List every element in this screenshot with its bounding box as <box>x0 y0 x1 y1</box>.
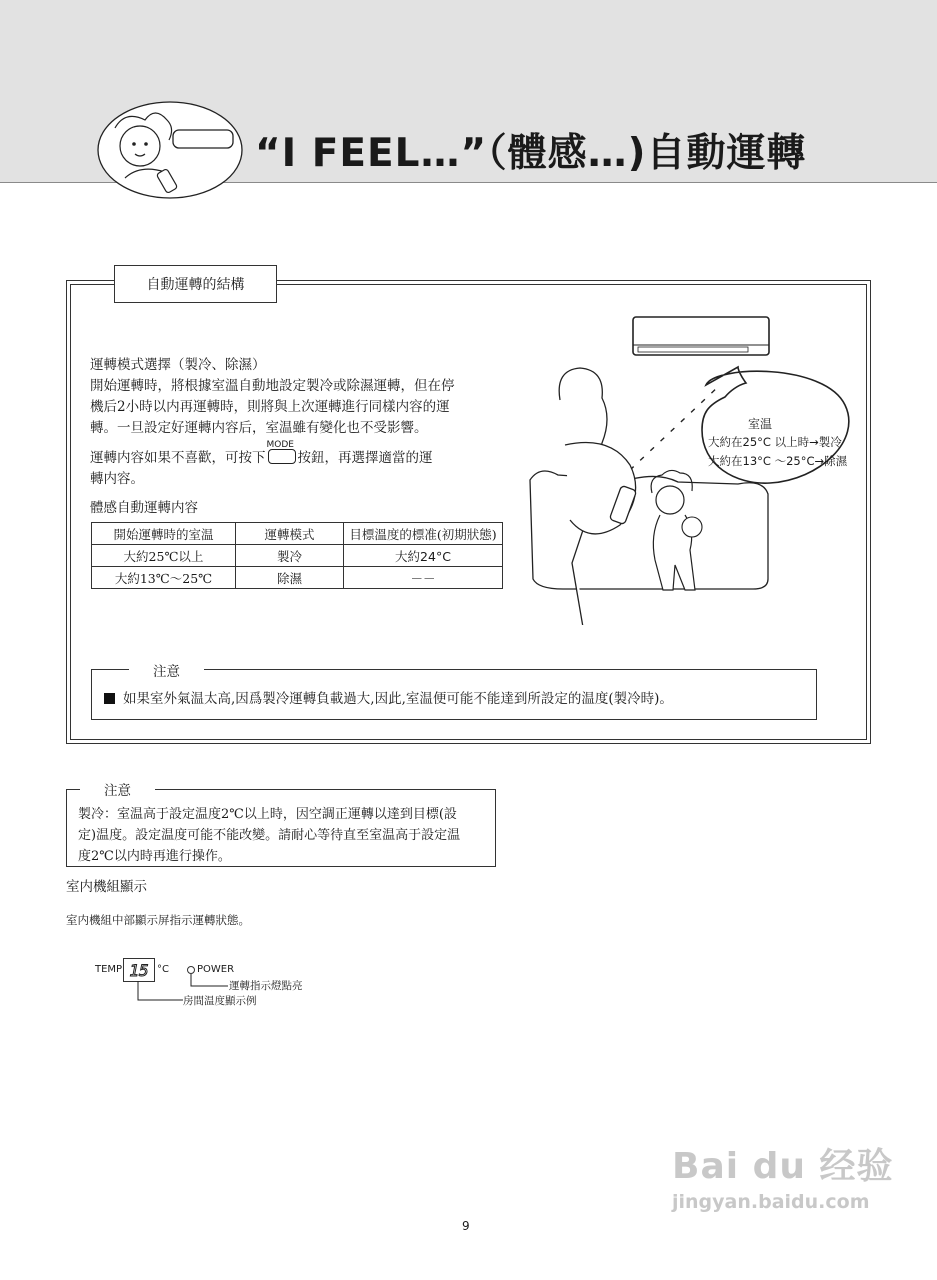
table-cell: 製冷 <box>236 545 344 567</box>
air-conditioner-icon <box>633 317 769 355</box>
table-header-cell: 目標溫度的標准(初期狀態) <box>344 523 503 545</box>
table-title: 體感自動運轉内容 <box>90 500 198 516</box>
table-cell: 除濕 <box>236 567 344 589</box>
indoor-description: 室内機組中部顯示屏指示運轉狀態。 <box>66 913 250 927</box>
temp-unit: °C <box>157 964 169 975</box>
auto-operation-table <box>91 522 503 589</box>
mode-heading: 運轉模式選擇（製冷、除濕） <box>90 357 266 373</box>
mode-button-icon <box>266 440 296 464</box>
bubble-title: 室温 <box>748 417 773 431</box>
mode-line-3: 轉。一旦設定好運轉内容后，室温雖有變化也不受影響。 <box>90 420 428 436</box>
child-head <box>656 486 684 514</box>
table-cell: －－ <box>344 567 503 589</box>
table-header-cell: 開始運轉時的室温 <box>92 523 236 545</box>
bubble-line-1: 大約在25°C 以上時→製冷 <box>708 435 842 449</box>
caution-text-body: 如果室外氣温太高,因爲製冷運轉負載過大,因此,室温便可能不能達到所設定的温度(製冷時)。 <box>123 691 673 707</box>
bullet-square-icon <box>104 693 115 704</box>
note-label: 注意 <box>80 779 155 799</box>
caution-label: 注意 <box>129 660 204 680</box>
watermark-logo: Bai du 经验 <box>672 1146 894 1187</box>
watermark <box>672 1138 894 1213</box>
mode-line-1: 開始運轉時，將根據室溫自動地設定製冷或除濕運轉，但在停 <box>90 378 455 394</box>
table-header-cell: 運轉模式 <box>236 523 344 545</box>
table-header-row <box>92 523 503 545</box>
change-instruction <box>90 440 433 469</box>
table-row <box>92 545 503 567</box>
indoor-heading: 室内機組顯示 <box>66 879 147 895</box>
sofa-icon <box>530 471 768 589</box>
temp-caption: 房間温度顯示例 <box>183 995 257 1007</box>
watermark-url: jingyan.baidu.com <box>672 1191 870 1213</box>
caution-text <box>104 687 673 707</box>
section-tab-label: 自動運轉的結構 <box>114 265 277 303</box>
note-line-3: 度2℃以内時再進行操作。 <box>78 849 231 864</box>
mode-line-2: 機后2小時以内再運轉時，則將與上次運轉進行同樣内容的運 <box>90 399 450 415</box>
temp-label: TEMP <box>95 964 123 975</box>
header-character-illustration <box>95 98 245 208</box>
mode-button-label: MODE <box>266 440 294 450</box>
change-text-a: 運轉内容如果不喜歡，可按下 <box>90 450 266 466</box>
change-line-2: 轉内容。 <box>90 471 144 487</box>
page-title: “I FEEL…”（體感…)自動運轉 <box>255 131 807 176</box>
table-row <box>92 567 503 589</box>
indoor-display-diagram <box>95 958 325 1008</box>
power-caption: 運轉指示燈點亮 <box>229 980 303 992</box>
power-label: POWER <box>197 964 235 975</box>
note-line-1: 製冷：室温高于設定温度2℃以上時，因空調正運轉以達到目標(設 <box>78 807 457 822</box>
temp-value: 15 <box>129 960 149 980</box>
teddy-bear-icon <box>682 517 702 537</box>
page-number: 9 <box>462 1219 470 1233</box>
change-text-b: 按鈕，再選擇適當的運 <box>297 450 433 466</box>
table-cell: 大約13℃～25℃ <box>92 567 236 589</box>
table-cell: 大約24°C <box>344 545 503 567</box>
table-cell: 大約25℃以上 <box>92 545 236 567</box>
bubble-line-2: 大約在13°C ～25°C→除濕 <box>708 454 848 468</box>
note-line-2: 定)温度。設定温度可能不能改變。請耐心等待直至室温高于設定温 <box>78 828 461 843</box>
